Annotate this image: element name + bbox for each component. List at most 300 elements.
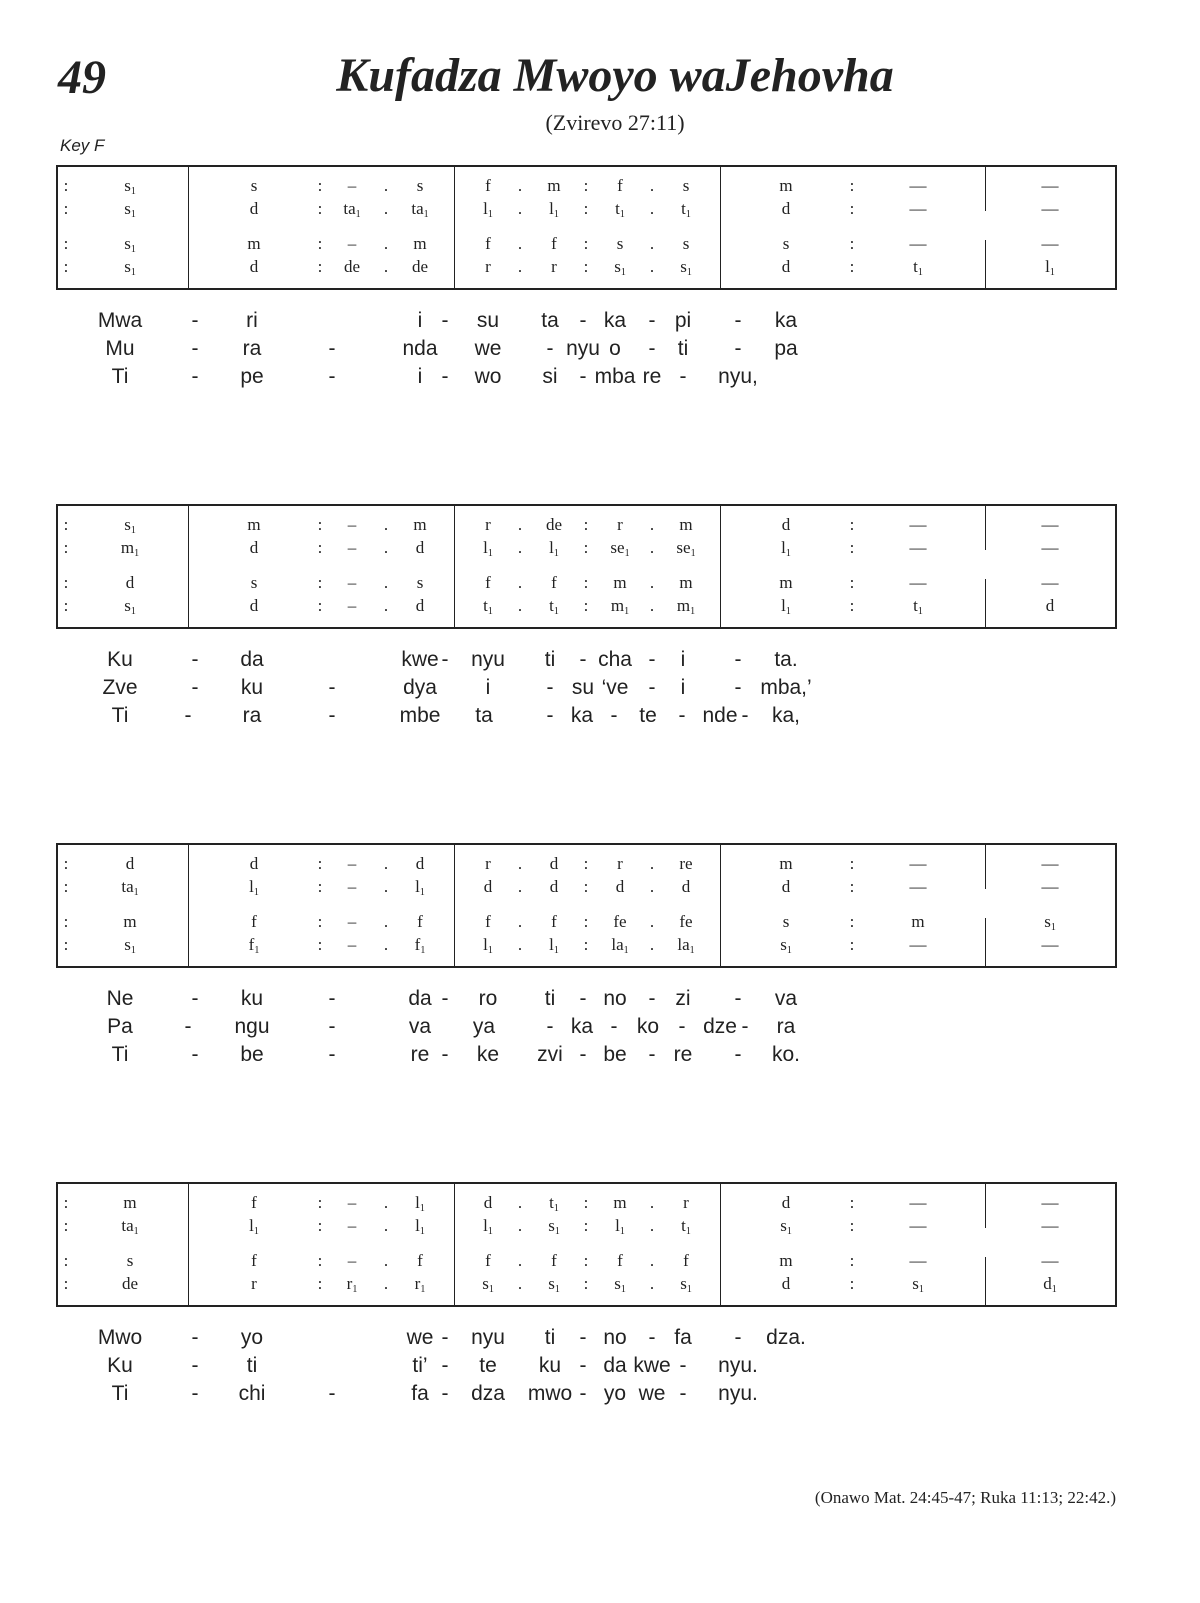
syllable-hyphen: - — [648, 648, 656, 671]
solfa-note: $l_1$ — [549, 538, 559, 559]
half-beat-separator: . — [517, 538, 523, 557]
lyric-syllable: dya — [403, 676, 437, 699]
beat-separator: : — [583, 234, 589, 253]
bar-line — [454, 167, 455, 288]
lyric-syllable: ra — [776, 1015, 796, 1038]
lyric-syllable: fa — [411, 1382, 429, 1405]
lyric-syllable: nyu — [566, 337, 600, 360]
beat-separator: : — [63, 538, 69, 557]
syllable-hyphen: - — [648, 337, 656, 360]
beat-separator: : — [849, 912, 855, 931]
solfa-note: $f_1$ — [248, 935, 260, 956]
beat-separator: : — [63, 199, 69, 218]
half-beat-separator: . — [383, 234, 389, 253]
bar-line — [985, 506, 986, 550]
solfa-note: $r_1$ — [346, 1274, 358, 1295]
lyric-syllable: Ti — [111, 365, 129, 388]
lyric-syllable: i — [485, 676, 491, 699]
syllable-hyphen: - — [191, 1382, 199, 1405]
syllable-hyphen: - — [546, 704, 554, 727]
lyric-syllable: ka, — [771, 704, 801, 727]
lyric-syllable: ya — [472, 1015, 496, 1038]
solfa-note: fe — [613, 912, 627, 931]
lyric-syllable: su — [476, 309, 500, 332]
syllable-hyphen: - — [191, 365, 199, 388]
solfa-note: $s_1$ — [680, 1274, 692, 1295]
bar-line — [720, 506, 721, 627]
solfa-note: $s_1$ — [124, 935, 136, 956]
lyric-syllable: be — [603, 1043, 627, 1066]
solfa-note: d — [1045, 596, 1055, 615]
syllable-hyphen: - — [441, 1354, 449, 1377]
lyric-syllable: da — [240, 648, 264, 671]
solfa-note: — — [1041, 1251, 1059, 1270]
solfa-note: $l_1$ — [483, 538, 493, 559]
half-beat-separator: . — [649, 515, 655, 534]
syllable-hyphen: - — [328, 704, 336, 727]
lyric-syllable: ka — [570, 704, 594, 727]
solfa-note: d — [125, 573, 135, 592]
lyric-syllable: mwo — [527, 1382, 573, 1405]
solfa-note: m — [779, 176, 793, 195]
half-beat-separator: . — [383, 538, 389, 557]
solfa-note: — — [1041, 515, 1059, 534]
beat-separator: : — [317, 573, 323, 592]
solfa-note: — — [909, 538, 927, 557]
solfa-note: $l_1$ — [415, 1193, 425, 1214]
bar-line — [985, 240, 986, 288]
lyric-syllable: ro — [478, 987, 498, 1010]
solfa-note: — — [909, 199, 927, 218]
solfa-note: – — [347, 515, 357, 534]
lyric-syllable: ke — [476, 1043, 500, 1066]
syllable-hyphen: - — [441, 1382, 449, 1405]
half-beat-separator: . — [517, 1216, 523, 1235]
solfa-note: f — [485, 176, 491, 195]
syllable-hyphen: - — [734, 987, 742, 1010]
solfa-note: $t_1$ — [681, 1216, 691, 1237]
lyric-syllable: va — [774, 987, 798, 1010]
solfa-note: $ta_1$ — [121, 1216, 139, 1237]
solfa-note: $s_1$ — [482, 1274, 494, 1295]
syllable-hyphen: - — [546, 337, 554, 360]
half-beat-separator: . — [649, 912, 655, 931]
beat-separator: : — [583, 573, 589, 592]
syllable-hyphen: - — [328, 676, 336, 699]
lyric-syllable: Mu — [105, 337, 135, 360]
solfa-note: $ta_1$ — [121, 877, 139, 898]
solfa-note: m — [613, 1193, 627, 1212]
lyric-syllable: ti — [677, 337, 689, 360]
lyric-syllable: i — [680, 648, 686, 671]
solfa-note: d — [615, 877, 625, 896]
lyric-syllable: wo — [474, 365, 502, 388]
beat-separator: : — [583, 1251, 589, 1270]
solfa-note: d — [781, 877, 791, 896]
syllable-hyphen: - — [546, 676, 554, 699]
solfa-note: — — [909, 935, 927, 954]
lyric-syllable: va — [408, 1015, 432, 1038]
solfa-note: $l_1$ — [549, 935, 559, 956]
half-beat-separator: . — [517, 935, 523, 954]
solfa-note: f — [485, 1251, 491, 1270]
solfa-note: — — [1041, 573, 1059, 592]
syllable-hyphen: - — [441, 1043, 449, 1066]
solfa-note: f — [251, 912, 257, 931]
syllable-hyphen: - — [191, 987, 199, 1010]
syllable-hyphen: - — [734, 648, 742, 671]
lyric-syllable: zi — [675, 987, 691, 1010]
solfa-note: — — [909, 1251, 927, 1270]
solfa-note: $t_1$ — [549, 596, 559, 617]
solfa-note: d — [483, 877, 493, 896]
solfa-note: m — [413, 234, 427, 253]
beat-separator: : — [317, 515, 323, 534]
lyric-syllable: pe — [240, 365, 264, 388]
syllable-hyphen: - — [579, 1043, 587, 1066]
bar-line — [985, 918, 986, 966]
half-beat-separator: . — [383, 935, 389, 954]
footer-references: (Onawo Mat. 24:45-47; Ruka 11:13; 22:42.) — [814, 1488, 1116, 1507]
solfa-note: d — [415, 538, 425, 557]
solfa-note: fe — [679, 912, 693, 931]
lyric-syllable: i — [417, 365, 423, 388]
solfa-note: f — [617, 1251, 623, 1270]
half-beat-separator: . — [649, 596, 655, 615]
solfa-note: m — [679, 573, 693, 592]
solfa-note: s — [782, 234, 790, 253]
half-beat-separator: . — [383, 912, 389, 931]
syllable-hyphen: - — [610, 704, 618, 727]
beat-separator: : — [63, 257, 69, 276]
bar-line — [985, 845, 986, 889]
beat-separator: : — [849, 1193, 855, 1212]
solfa-note: f — [551, 234, 557, 253]
beat-separator: : — [849, 877, 855, 896]
beat-separator: : — [583, 854, 589, 873]
solfa-note: $l_1$ — [415, 1216, 425, 1237]
beat-separator: : — [583, 257, 589, 276]
beat-separator: : — [317, 1216, 323, 1235]
solfa-note: d — [249, 596, 259, 615]
lyric-syllable: fa — [674, 1326, 692, 1349]
solfa-note: f — [485, 912, 491, 931]
beat-separator: : — [317, 538, 323, 557]
syllable-hyphen: - — [678, 1015, 686, 1038]
syllable-hyphen: - — [648, 987, 656, 1010]
beat-separator: : — [63, 854, 69, 873]
syllable-hyphen: - — [441, 987, 449, 1010]
half-beat-separator: . — [383, 877, 389, 896]
solfa-note: – — [347, 234, 357, 253]
solfa-note: $d_1$ — [1043, 1274, 1057, 1295]
lyric-syllable: ri — [246, 309, 258, 332]
solfa-note: $l_1$ — [483, 1216, 493, 1237]
beat-separator: : — [583, 1274, 589, 1293]
lyric-syllable: we — [638, 1382, 666, 1405]
solfa-note: $s_1$ — [1044, 912, 1056, 933]
beat-separator: : — [63, 877, 69, 896]
lyric-syllable: ka — [774, 309, 798, 332]
syllable-hyphen: - — [679, 1382, 687, 1405]
solfa-note: re — [679, 854, 693, 873]
syllable-hyphen: - — [734, 676, 742, 699]
half-beat-separator: . — [383, 1274, 389, 1293]
solfa-note: $m_1$ — [610, 596, 630, 617]
half-beat-separator: . — [383, 1251, 389, 1270]
beat-separator: : — [849, 1216, 855, 1235]
solfa-note: $m_1$ — [676, 596, 696, 617]
beat-separator: : — [849, 596, 855, 615]
solfa-note: – — [347, 877, 357, 896]
lyric-syllable: re — [673, 1043, 693, 1066]
solfa-note: m — [613, 573, 627, 592]
lyric-syllable: Ne — [106, 987, 134, 1010]
solfa-note: $l_1$ — [483, 935, 493, 956]
syllable-hyphen: - — [579, 365, 587, 388]
half-beat-separator: . — [383, 596, 389, 615]
syllable-hyphen: - — [579, 648, 587, 671]
syllable-hyphen: - — [579, 1382, 587, 1405]
solfa-note: $la_1$ — [611, 935, 629, 956]
beat-separator: : — [63, 573, 69, 592]
beat-separator: : — [849, 199, 855, 218]
lyric-syllable: nyu. — [718, 1382, 758, 1405]
lyric-syllable: ku — [240, 676, 264, 699]
beat-separator: : — [583, 538, 589, 557]
solfa-note: f — [617, 176, 623, 195]
lyric-syllable: kwe — [401, 648, 439, 671]
lyric-syllable: Mwa — [97, 309, 143, 332]
beat-separator: : — [583, 596, 589, 615]
solfa-note: $l_1$ — [249, 877, 259, 898]
beat-separator: : — [317, 1251, 323, 1270]
beat-separator: : — [63, 1274, 69, 1293]
lyric-syllable: ra — [242, 337, 262, 360]
half-beat-separator: . — [649, 199, 655, 218]
half-beat-separator: . — [517, 199, 523, 218]
bar-line — [188, 506, 189, 627]
solfa-note: – — [347, 1216, 357, 1235]
solfa-note: $se_1$ — [676, 538, 696, 559]
solfa-note: $ta_1$ — [343, 199, 361, 220]
lyric-syllable: dza. — [766, 1326, 806, 1349]
beat-separator: : — [583, 1216, 589, 1235]
solfa-note: r — [251, 1274, 257, 1293]
scripture-reference: (Zvirevo 27:11) — [545, 110, 685, 135]
beat-separator: : — [63, 935, 69, 954]
lyric-syllable: no — [603, 987, 627, 1010]
solfa-note: $l_1$ — [483, 199, 493, 220]
solfa-note: — — [1041, 854, 1059, 873]
bar-line — [454, 506, 455, 627]
beat-separator: : — [849, 573, 855, 592]
half-beat-separator: . — [383, 257, 389, 276]
half-beat-separator: . — [383, 176, 389, 195]
solfa-note: r — [617, 854, 623, 873]
beat-separator: : — [849, 1251, 855, 1270]
solfa-note: m — [679, 515, 693, 534]
beat-separator: : — [317, 234, 323, 253]
lyric-syllable: ta — [475, 704, 493, 727]
lyric-syllable: nyu — [471, 648, 505, 671]
half-beat-separator: . — [517, 596, 523, 615]
solfa-note: r — [485, 515, 491, 534]
beat-separator: : — [317, 596, 323, 615]
lyric-syllable: dze — [703, 1015, 737, 1038]
solfa-note: — — [909, 877, 927, 896]
solfa-note: $s_1$ — [780, 935, 792, 956]
solfa-note: $t_1$ — [549, 1193, 559, 1214]
solfa-note: f — [551, 1251, 557, 1270]
lyric-syllable: nda — [402, 337, 438, 360]
lyric-syllable: yo — [603, 1382, 627, 1405]
half-beat-separator: . — [649, 1193, 655, 1212]
solfa-note: $s_1$ — [548, 1274, 560, 1295]
solfa-note: m — [547, 176, 561, 195]
solfa-note: f — [485, 573, 491, 592]
lyric-syllable: pi — [674, 309, 692, 332]
lyric-syllable: te — [479, 1354, 497, 1377]
solfa-note: — — [1041, 1216, 1059, 1235]
lyric-syllable: Ti — [111, 1382, 129, 1405]
lyric-syllable: no — [603, 1326, 627, 1349]
syllable-hyphen: - — [579, 1326, 587, 1349]
syllable-hyphen: - — [441, 1326, 449, 1349]
syllable-hyphen: - — [679, 365, 687, 388]
syllable-hyphen: - — [648, 309, 656, 332]
lyric-syllable: ti’ — [412, 1354, 428, 1377]
lyric-syllable: mba,’ — [760, 676, 812, 699]
solfa-note: d — [415, 854, 425, 873]
beat-separator: : — [849, 935, 855, 954]
syllable-hyphen: - — [191, 1326, 199, 1349]
syllable-hyphen: - — [328, 337, 336, 360]
solfa-note: – — [347, 538, 357, 557]
bar-line — [720, 167, 721, 288]
solfa-note: s — [416, 573, 424, 592]
lyric-syllable: su — [571, 676, 595, 699]
beat-separator: : — [849, 234, 855, 253]
lyric-syllable: ti — [544, 648, 556, 671]
hymn-title: Kufadza Mwoyo waJehovha — [336, 49, 894, 102]
lyric-syllable: ngu — [234, 1015, 270, 1038]
beat-separator: : — [63, 1193, 69, 1212]
beat-separator: : — [849, 515, 855, 534]
half-beat-separator: . — [649, 1251, 655, 1270]
solfa-note: d — [249, 854, 259, 873]
solfa-note: – — [347, 1251, 357, 1270]
solfa-note: d — [781, 199, 791, 218]
solfa-note: de — [121, 1274, 139, 1293]
lyric-syllable: we — [474, 337, 502, 360]
bar-line — [985, 167, 986, 211]
lyric-syllable: Ku — [107, 648, 133, 671]
solfa-note: s — [416, 176, 424, 195]
solfa-note: f — [485, 234, 491, 253]
beat-separator: : — [849, 538, 855, 557]
solfa-note: $t_1$ — [615, 199, 625, 220]
solfa-note: m — [247, 234, 261, 253]
beat-separator: : — [317, 257, 323, 276]
solfa-note: $s_1$ — [124, 199, 136, 220]
beat-separator: : — [583, 1193, 589, 1212]
beat-separator: : — [583, 935, 589, 954]
solfa-note: $se_1$ — [610, 538, 630, 559]
lyric-syllable: mba — [594, 365, 636, 388]
beat-separator: : — [317, 935, 323, 954]
syllable-hyphen: - — [734, 337, 742, 360]
syllable-hyphen: - — [441, 365, 449, 388]
half-beat-separator: . — [649, 1216, 655, 1235]
beat-separator: : — [317, 1193, 323, 1212]
bar-line — [720, 845, 721, 966]
bar-line — [720, 1184, 721, 1305]
bar-line — [188, 845, 189, 966]
syllable-hyphen: - — [191, 1354, 199, 1377]
solfa-note: – — [347, 854, 357, 873]
lyric-syllable: cha — [598, 648, 632, 671]
solfa-note: $f_1$ — [414, 935, 426, 956]
lyric-syllable: nyu. — [718, 1354, 758, 1377]
solfa-note: d — [483, 1193, 493, 1212]
half-beat-separator: . — [517, 1193, 523, 1212]
syllable-hyphen: - — [184, 1015, 192, 1038]
half-beat-separator: . — [517, 176, 523, 195]
half-beat-separator: . — [383, 1216, 389, 1235]
beat-separator: : — [849, 854, 855, 873]
syllable-hyphen: - — [579, 987, 587, 1010]
hymn-number: 49 — [58, 51, 106, 104]
solfa-note: d — [681, 877, 691, 896]
half-beat-separator: . — [649, 538, 655, 557]
syllable-hyphen: - — [648, 676, 656, 699]
syllable-hyphen: - — [191, 648, 199, 671]
beat-separator: : — [317, 1274, 323, 1293]
syllable-hyphen: - — [328, 987, 336, 1010]
syllable-hyphen: - — [328, 1382, 336, 1405]
beat-separator: : — [317, 176, 323, 195]
solfa-note: s — [682, 176, 690, 195]
syllable-hyphen: - — [328, 1015, 336, 1038]
beat-separator: : — [583, 912, 589, 931]
beat-separator: : — [317, 199, 323, 218]
bar-line — [188, 167, 189, 288]
beat-separator: : — [63, 234, 69, 253]
half-beat-separator: . — [649, 877, 655, 896]
half-beat-separator: . — [649, 573, 655, 592]
syllable-hyphen: - — [579, 1354, 587, 1377]
bar-line — [985, 579, 986, 627]
solfa-note: f — [551, 573, 557, 592]
lyric-syllable: nyu, — [718, 365, 758, 388]
solfa-note: — — [909, 1216, 927, 1235]
beat-separator: : — [849, 176, 855, 195]
solfa-note: — — [1041, 935, 1059, 954]
syllable-hyphen: - — [546, 1015, 554, 1038]
solfa-note: f — [683, 1251, 689, 1270]
solfa-note: $l_1$ — [1045, 257, 1055, 278]
lyric-syllable: da — [603, 1354, 627, 1377]
lyric-syllable: nde — [702, 704, 738, 727]
syllable-hyphen: - — [610, 1015, 618, 1038]
syllable-hyphen: - — [734, 1043, 742, 1066]
solfa-note: — — [1041, 1193, 1059, 1212]
beat-separator: : — [583, 176, 589, 195]
bar-line — [985, 1184, 986, 1228]
lyric-syllable: Mwo — [97, 1326, 143, 1349]
lyric-syllable: ku — [240, 987, 264, 1010]
